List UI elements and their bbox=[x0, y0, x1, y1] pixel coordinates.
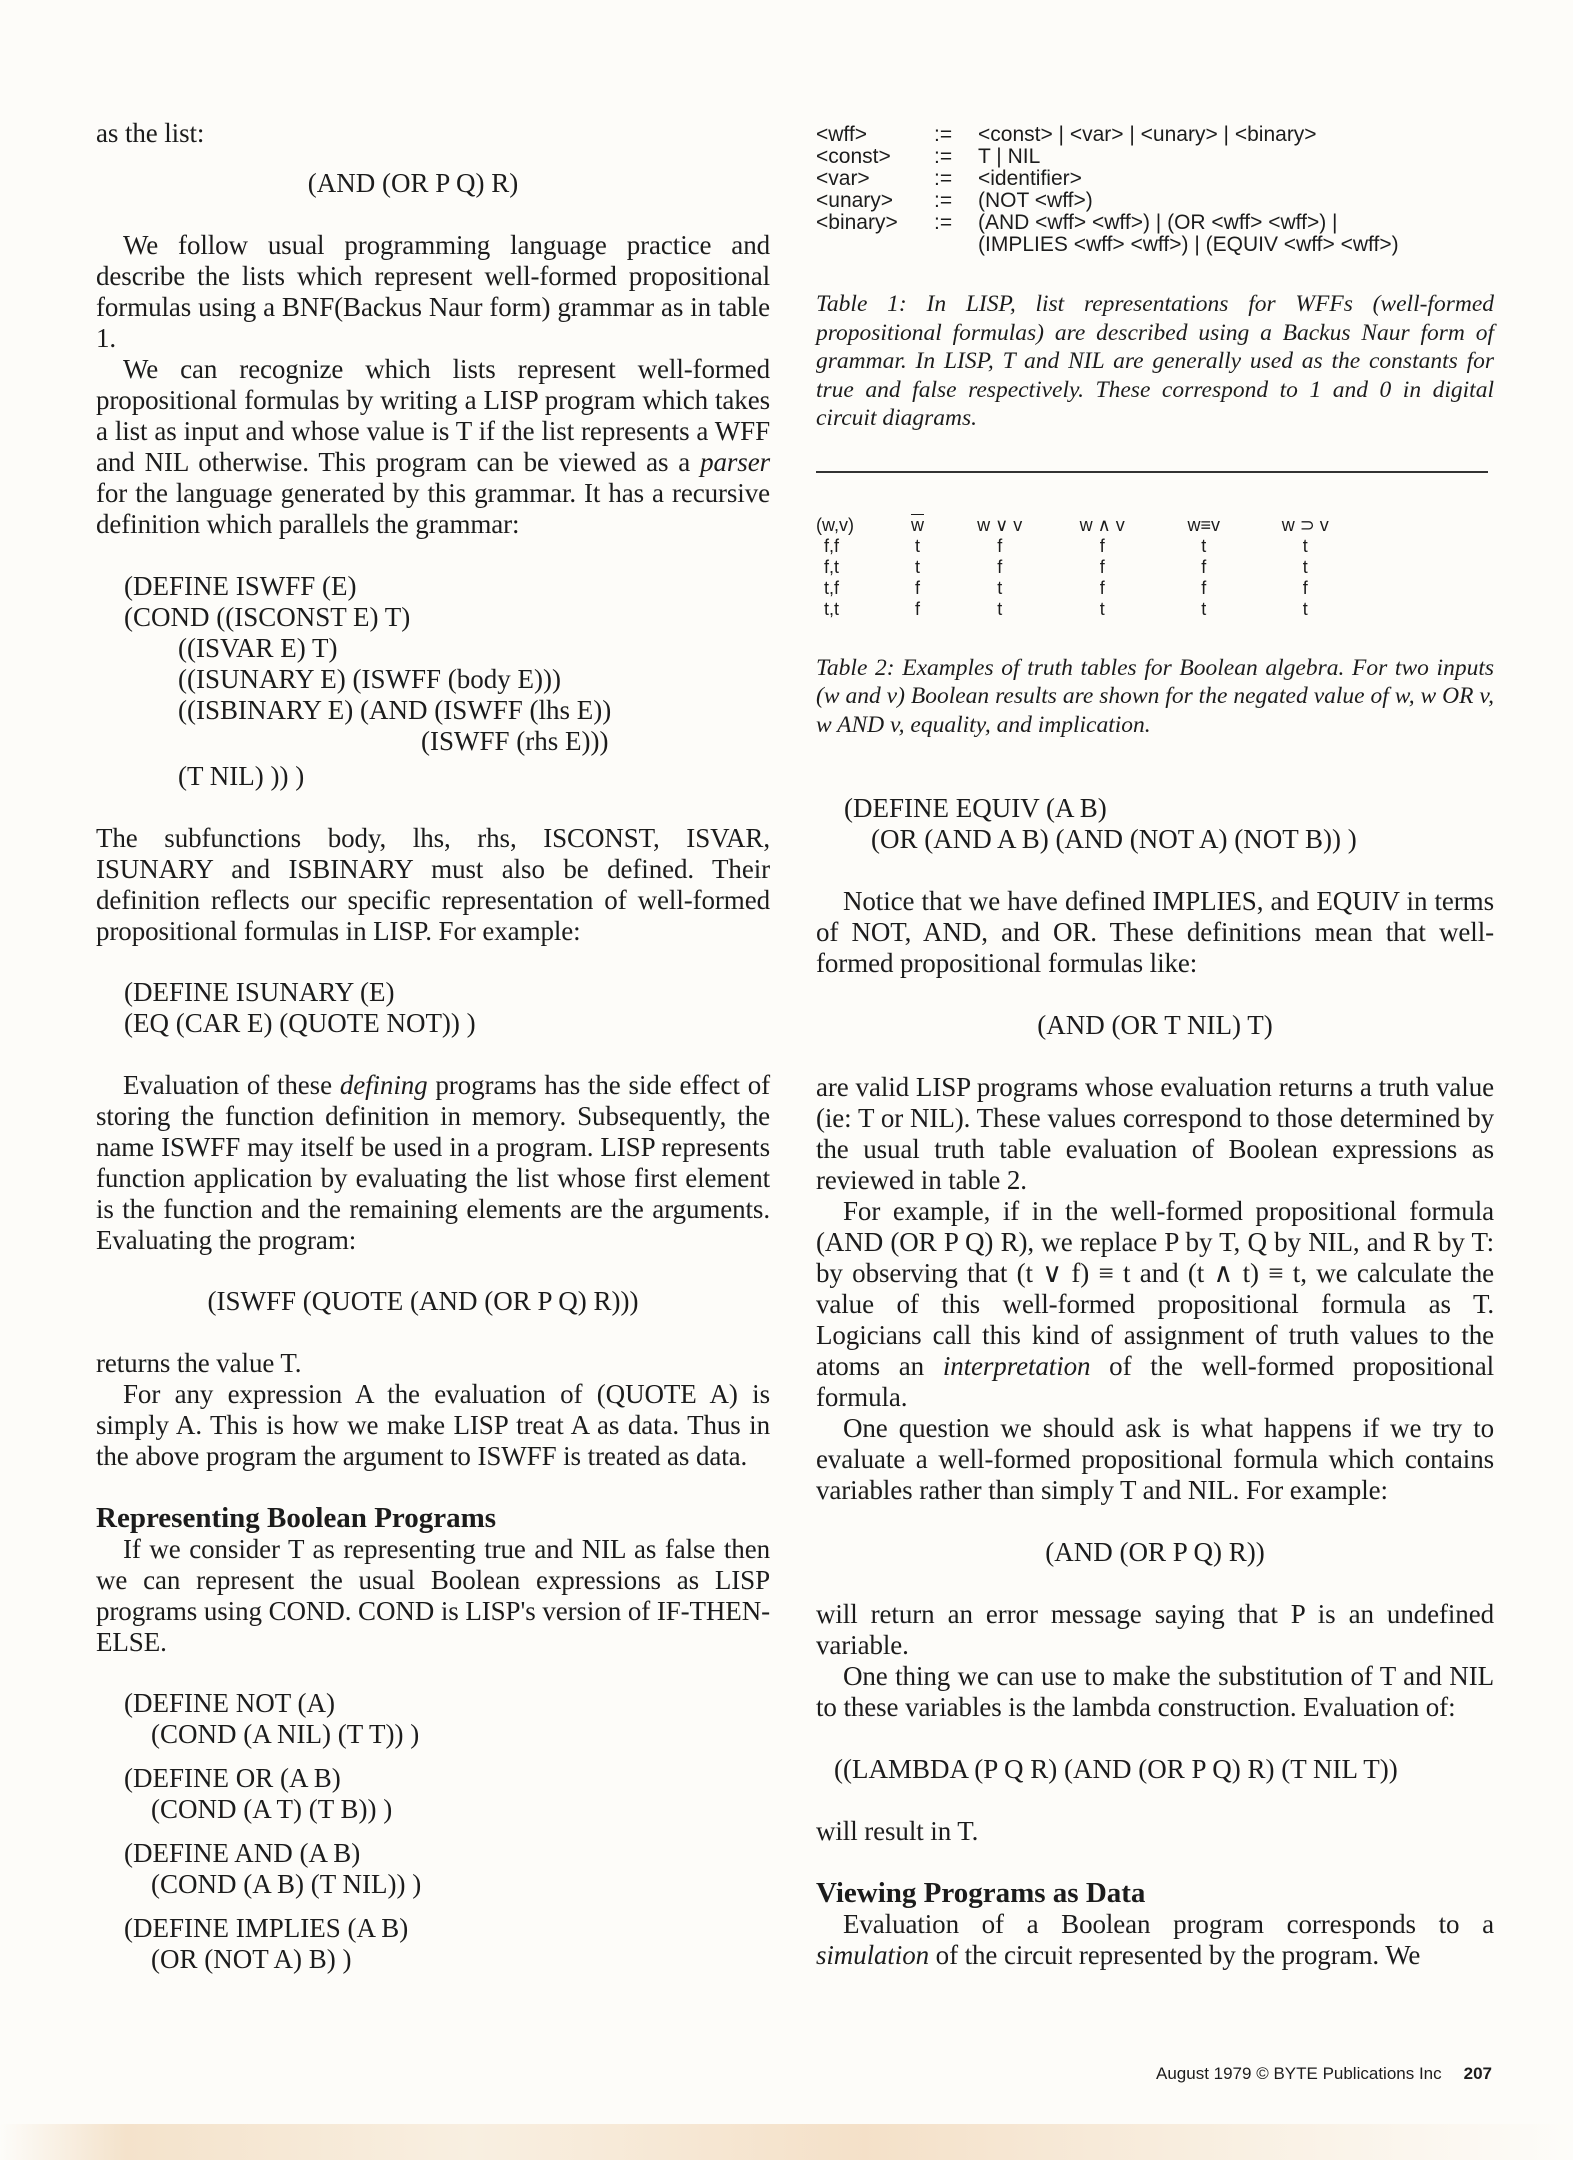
code-line: (DEFINE ISWFF (E) bbox=[124, 571, 357, 601]
interpretation-emphasis: interpretation bbox=[942, 1351, 1091, 1381]
code-line: ((ISVAR E) T) bbox=[124, 633, 338, 663]
paragraph-example: For example, if in the well-formed propositional formula (AND (OR P Q) R), we replace P by T, Q by NIL, and R by T: by observing that (t ∨ f) ≡ t and (t ∧ t) ≡ t, we calculate the value of this well-formed propositional formula as T. Logicians call this kind of assignment of truth values to the atoms an interpretation of the well-formed propositional formula. bbox=[816, 1196, 1494, 1412]
code-line: (OR (NOT A) B) ) bbox=[124, 1944, 352, 1974]
boolean-defs bbox=[124, 1688, 770, 1975]
code-line: ((ISBINARY E) (AND (ISWFF (lhs E)) bbox=[124, 695, 612, 725]
expression-iswff: (ISWFF (QUOTE (AND (OR P Q) R))) bbox=[207, 1286, 639, 1316]
code-line: ((ISUNARY E) (ISWFF (body E))) bbox=[124, 664, 561, 694]
paragraph-bnf: We follow usual programming language practice and describe the lists which represent well-formed propositional formulas using a BNF(Backus Naur form) grammar as in table 1. bbox=[96, 230, 770, 353]
expression-lambda: ((LAMBDA (P Q R) (AND (OR P Q) R) (T NIL T)) bbox=[834, 1754, 1398, 1784]
left-column bbox=[96, 118, 770, 1975]
paragraph-result: will result in T. bbox=[816, 1816, 979, 1846]
paper-edge-stain bbox=[0, 2124, 1573, 2160]
intro-text: as the list: bbox=[96, 118, 205, 148]
code-line: (DEFINE OR (A B) bbox=[124, 1763, 341, 1793]
page-number: 207 bbox=[1463, 2064, 1493, 2083]
divider bbox=[816, 471, 1488, 473]
table-row: t,f f t f f f bbox=[824, 577, 1308, 598]
section-heading-viewing: Viewing Programs as Data bbox=[816, 1877, 1146, 1909]
section-heading-representing: Representing Boolean Programs bbox=[96, 1502, 497, 1534]
table-row: f,t t f f f t bbox=[824, 556, 1308, 577]
paragraph-boolean: If we consider T as representing true and NIL as false then we can represent the usual Boolean expressions as LISP programs using COND. COND is LISP's version of IF-THEN-ELSE. bbox=[96, 1534, 770, 1657]
code-line: (DEFINE AND (A B) bbox=[124, 1838, 361, 1868]
code-line: (DEFINE IMPLIES (A B) bbox=[124, 1913, 409, 1943]
code-line: (DEFINE NOT (A) bbox=[124, 1688, 335, 1718]
code-line: (DEFINE ISUNARY (E) bbox=[124, 977, 395, 1007]
table2-caption: Table 2: Examples of truth tables for Boolean algebra. For two inputs (w and v) Boolean results are shown for the negated value of w, w OR v, w AND v, equality, and implication. bbox=[816, 654, 1494, 738]
table-row: <const> := T | NIL bbox=[816, 145, 1041, 168]
expression-and-or-pqr: (AND (OR P Q) R)) bbox=[1045, 1537, 1265, 1567]
code-line: (COND (A B) (T NIL)) ) bbox=[124, 1869, 422, 1899]
paragraph-returns: returns the value T. bbox=[96, 1348, 302, 1378]
page-footer bbox=[1156, 2064, 1492, 2084]
table-row: <unary> := (NOT <wff>) bbox=[816, 189, 1093, 212]
table-row: <wff> := <const> | <var> | <unary> | <binary> bbox=[816, 123, 1317, 146]
bnf-grammar-table bbox=[816, 124, 1399, 256]
iswff-code-block bbox=[124, 571, 770, 792]
paragraph-quote: For any expression A the evaluation of (QUOTE A) is simply A. This is how we make LISP treat A as data. Thus in the above program the argument to ISWFF is treated as data. bbox=[96, 1379, 770, 1471]
code-line: (COND (A T) (T B)) ) bbox=[124, 1794, 393, 1824]
code-line: (EQ (CAR E) (QUOTE NOT)) ) bbox=[124, 1008, 476, 1038]
paragraph-lambda: One thing we can use to make the substitution of T and NIL to these variables is the lambda construction. Evaluation of: bbox=[816, 1661, 1494, 1722]
parser-emphasis: parser bbox=[700, 447, 770, 477]
code-line: (DEFINE EQUIV (A B) bbox=[844, 793, 1107, 823]
expression-and-or-t-nil: (AND (OR T NIL) T) bbox=[1037, 1010, 1273, 1040]
issue-credit: August 1979 © BYTE Publications Inc bbox=[1156, 2064, 1442, 2083]
equiv-code-block bbox=[844, 793, 1494, 855]
paragraph-evaluation: Evaluation of these defining programs has the side effect of storing the function definition in memory. Subsequently, the name ISWFF may itself be used in a program. LISP represents function application by evaluating the list whose first element is the function and the remaining elements are the arguments. Evaluating the program: bbox=[96, 1070, 770, 1255]
table1-caption: Table 1: In LISP, list representations for WFFs (well-formed propositional formulas) are described using a Backus Naur form of grammar. In LISP, T and NIL are generally used as the constants for true and false respectively. These correspond to 1 and 0 in digital circuit diagrams. bbox=[816, 291, 1494, 431]
negated-w: $\overline{w}$ bbox=[910, 514, 924, 535]
defining-emphasis: defining bbox=[339, 1070, 428, 1100]
table-row: <var> := <identifier> bbox=[816, 167, 1082, 190]
paragraph-question: One question we should ask is what happens if we try to evaluate a well-formed propositional formula which contains variables rather than simply T and NIL. For example: bbox=[816, 1413, 1494, 1505]
table-row: (IMPLIES <wff> <wff>) | (EQUIV <wff> <wff>) bbox=[978, 233, 1399, 256]
paragraph-valid-lisp: are valid LISP programs whose evaluation returns a truth value (ie: T or NIL). These values correspond to those determined by the usual truth table evaluation of Boolean expressions as reviewed in table 2. bbox=[816, 1072, 1494, 1195]
paragraph-simulation: Evaluation of a Boolean program corresponds to a simulation of the circuit represented by the program. We bbox=[816, 1909, 1494, 1970]
isunary-code-block bbox=[124, 977, 770, 1039]
paragraph-error: will return an error message saying that P is an undefined variable. bbox=[816, 1599, 1494, 1660]
right-column bbox=[816, 124, 1494, 1971]
paragraph-parser: We can recognize which lists represent well-formed propositional formulas by writing a LISP program which takes a list as input and whose value is T if the list represents a WFF and NIL otherwise. This program can be viewed as a parser for the language generated by this grammar. It has a recursive definition which parallels the grammar: bbox=[96, 354, 770, 539]
code-line: (COND ((ISCONST E) T) bbox=[124, 602, 411, 632]
table-row: f,f t f f t t bbox=[824, 535, 1308, 556]
expression-and-or: (AND (OR P Q) R) bbox=[307, 168, 519, 198]
truth-table bbox=[816, 515, 1356, 620]
paragraph-subfunctions: The subfunctions body, lhs, rhs, ISCONST, ISVAR, ISUNARY and ISBINARY must also be defined. Their definition reflects our specific representation of well-formed propositional formulas in LISP. For example: bbox=[96, 823, 770, 946]
code-line: (T NIL) )) ) bbox=[124, 761, 305, 791]
code-line: (ISWFF (rhs E))) bbox=[124, 726, 609, 756]
code-line: (COND (A NIL) (T T)) ) bbox=[124, 1719, 420, 1749]
table-row: t,t f t t t t bbox=[824, 598, 1308, 619]
table-row: (w,v) $\overline{w}$ w ∨ v w ∧ v w≡v w ⊃ v bbox=[816, 514, 1329, 535]
table-row: <binary> := (AND <wff> <wff>) | (OR <wff> <wff>) | bbox=[816, 211, 1338, 234]
code-line: (OR (AND A B) (AND (NOT A) (NOT B)) ) bbox=[844, 824, 1357, 854]
paragraph-notice: Notice that we have defined IMPLIES, and EQUIV in terms of NOT, AND, and OR. These definitions mean that well-formed propositional formulas like: bbox=[816, 886, 1494, 978]
simulation-emphasis: simulation bbox=[816, 1940, 930, 1970]
